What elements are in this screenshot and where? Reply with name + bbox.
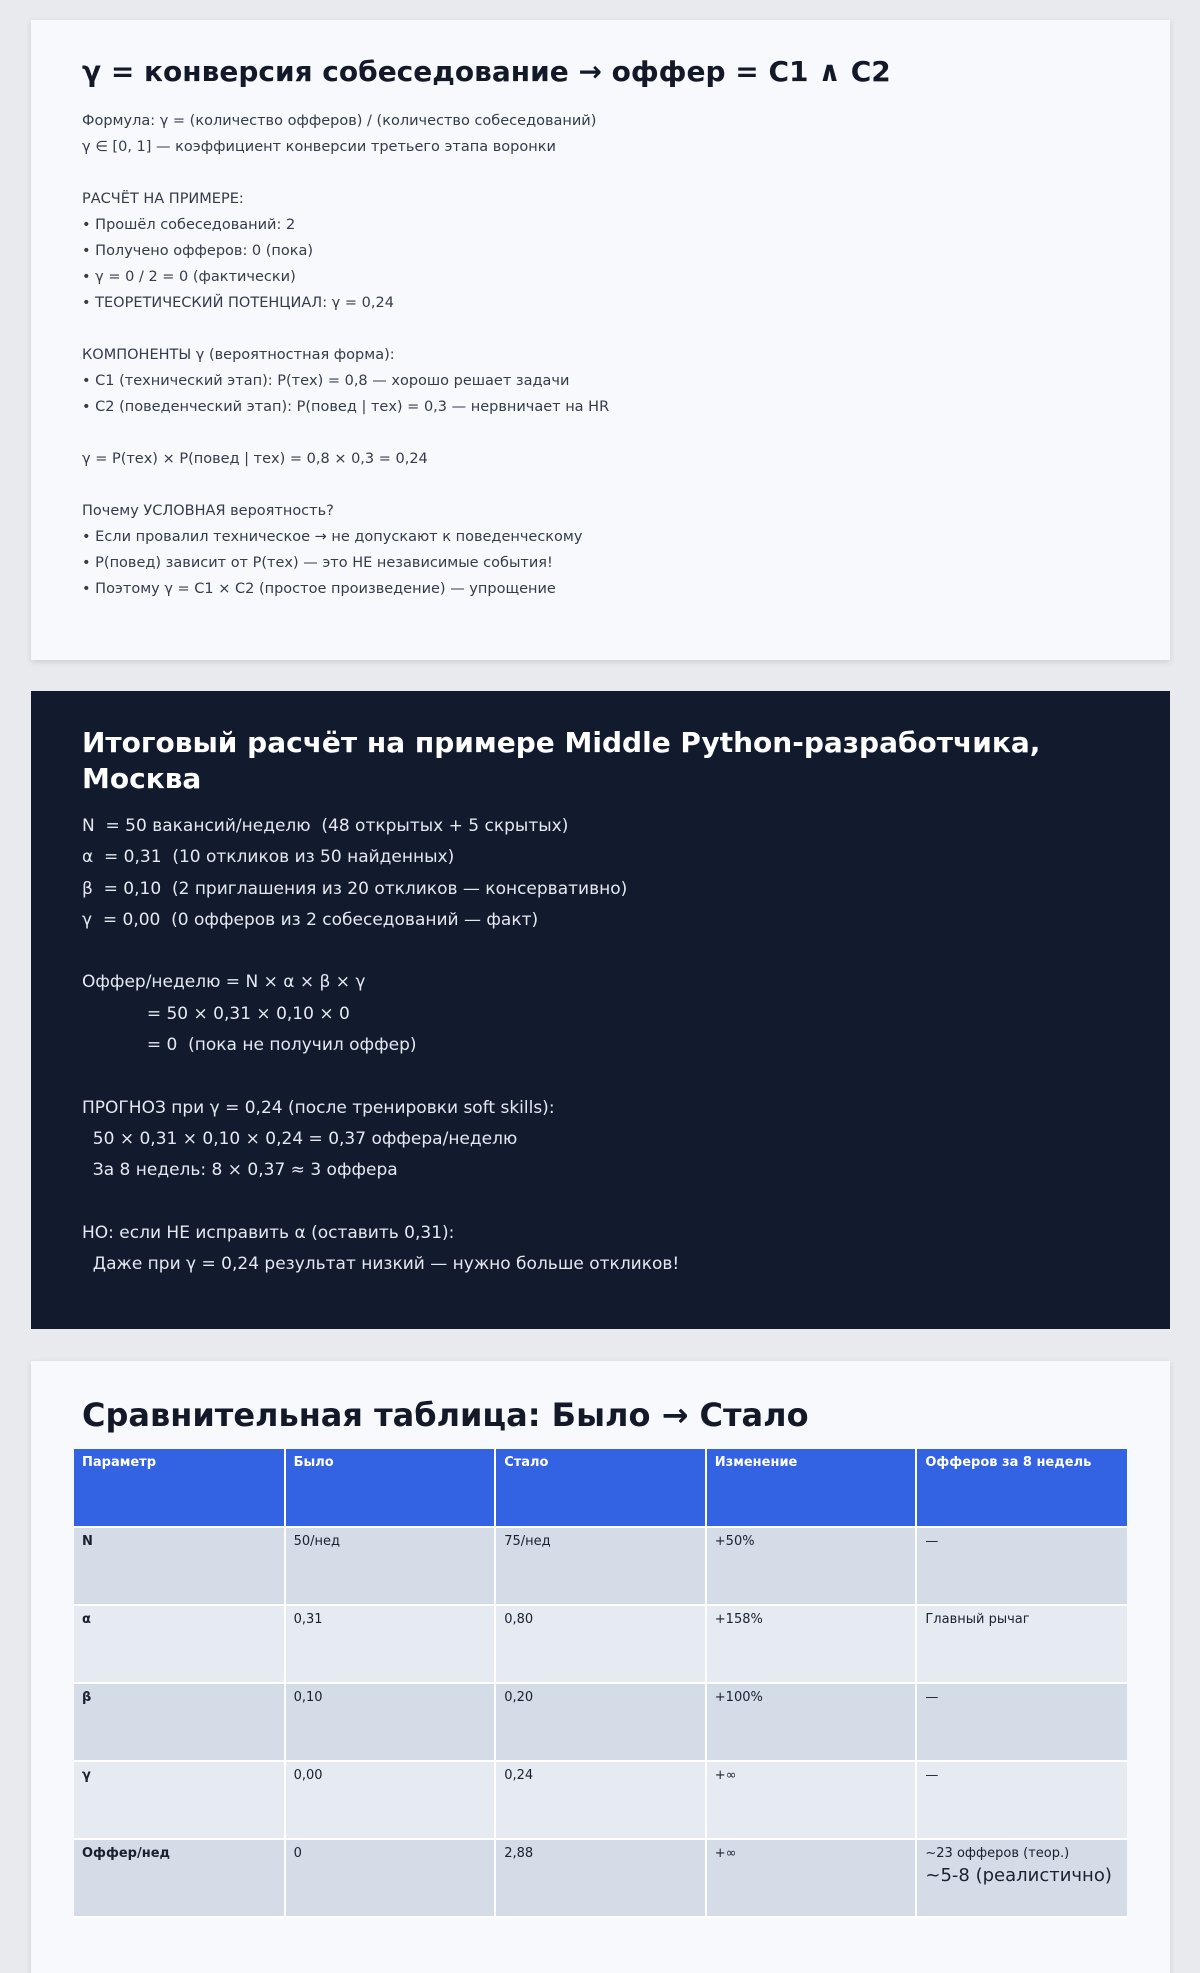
slide-body <box>82 108 1119 602</box>
blank-line <box>82 160 1119 186</box>
table-cell: — <box>916 1761 1127 1839</box>
text-line: • C1 (технический этап): P(тех) = 0,8 — хорошо решает задачи <box>82 373 570 389</box>
table-row <box>74 1527 1127 1605</box>
slide-title: Итоговый расчёт на примере Middle Python-разработчика, Москва <box>82 726 1041 795</box>
slide-gamma-conversion <box>31 20 1170 660</box>
text-line: Формула: γ = (количество офферов) / (количество собеседований) <box>82 113 597 129</box>
comparison-table <box>74 1449 1127 1918</box>
text-line: • P(повед) зависит от P(тех) — это НЕ независимые события! <box>82 555 553 571</box>
table-cell-param: α <box>74 1605 285 1683</box>
table-cell: 0,24 <box>495 1761 706 1839</box>
table-row <box>74 1605 1127 1683</box>
text-line: РАСЧЁТ НА ПРИМЕРЕ: <box>82 191 244 207</box>
slide-title: Сравнительная таблица: Было → Стало <box>82 1396 809 1434</box>
offers-theoretical: ~23 офферов (теор.) <box>925 1846 1070 1861</box>
text-line: = 50 × 0,31 × 0,10 × 0 <box>82 1003 350 1024</box>
blank-line <box>82 420 1119 446</box>
text-line: • Получено офферов: 0 (пока) <box>82 243 314 259</box>
text-line: γ = 0,00 (0 офферов из 2 собеседований — факт) <box>82 909 539 930</box>
table-header-row <box>74 1449 1127 1527</box>
table-cell: 75/нед <box>495 1527 706 1605</box>
text-line: НО: если НЕ исправить α (оставить 0,31): <box>82 1222 455 1243</box>
blank-line <box>82 1187 1119 1218</box>
table-cell: — <box>916 1527 1127 1605</box>
table-header-cell: Офферов за 8 недель <box>916 1449 1127 1527</box>
table-cell: 0,00 <box>285 1761 496 1839</box>
table-cell: +∞ <box>706 1761 917 1839</box>
offers-realistic: ~5-8 (реалистично) <box>925 1865 1112 1886</box>
text-line: Даже при γ = 0,24 результат низкий — нужно больше откликов! <box>82 1254 680 1275</box>
blank-line <box>82 936 1119 967</box>
table-header-cell: Стало <box>495 1449 706 1527</box>
table-cell-param: Оффер/нед <box>74 1839 285 1917</box>
table-header-cell: Было <box>285 1449 496 1527</box>
table-cell: +∞ <box>706 1839 917 1917</box>
slide-final-calculation <box>31 691 1170 1329</box>
table-header-cell: Параметр <box>74 1449 285 1527</box>
slide-comparison-table <box>31 1361 1170 1973</box>
text-line: • Если провалил техническое → не допускают к поведенческому <box>82 529 583 545</box>
text-line: • γ = 0 / 2 = 0 (фактически) <box>82 269 296 285</box>
table-row <box>74 1761 1127 1839</box>
text-line: Почему УСЛОВНАЯ вероятность? <box>82 503 334 519</box>
text-line: β = 0,10 (2 приглашения из 20 откликов — консервативно) <box>82 878 628 899</box>
text-line: • C2 (поведенческий этап): P(повед | тех) = 0,3 — нервничает на HR <box>82 399 610 415</box>
table-row <box>74 1683 1127 1761</box>
text-line: Оффер/неделю = N × α × β × γ <box>82 972 366 993</box>
table-cell: 0 <box>285 1839 496 1917</box>
table-cell-offers <box>916 1839 1127 1917</box>
table-cell: 0,31 <box>285 1605 496 1683</box>
blank-line <box>82 1061 1119 1092</box>
table-cell: — <box>916 1683 1127 1761</box>
table-cell: 2,88 <box>495 1839 706 1917</box>
table-header-cell: Изменение <box>706 1449 917 1527</box>
text-line: • Прошёл собеседований: 2 <box>82 217 296 233</box>
text-line: α = 0,31 (10 откликов из 50 найденных) <box>82 847 455 868</box>
table-cell-param: β <box>74 1683 285 1761</box>
table-cell: 0,80 <box>495 1605 706 1683</box>
slide-body <box>82 811 1119 1280</box>
table-row <box>74 1839 1127 1917</box>
table-cell-param: N <box>74 1527 285 1605</box>
slide-title: γ = конверсия собеседование → оффер = C1 ∧ C2 <box>82 55 891 88</box>
table-cell: +158% <box>706 1605 917 1683</box>
text-line: За 8 недель: 8 × 0,37 ≈ 3 оффера <box>82 1160 398 1181</box>
table-cell: +100% <box>706 1683 917 1761</box>
table-cell: 0,10 <box>285 1683 496 1761</box>
table-cell: 50/нед <box>285 1527 496 1605</box>
table-cell-param: γ <box>74 1761 285 1839</box>
text-line: = 0 (пока не получил оффер) <box>82 1035 417 1056</box>
text-line: • Поэтому γ = C1 × C2 (простое произведение) — упрощение <box>82 581 556 597</box>
blank-line <box>82 316 1119 342</box>
text-line: • ТЕОРЕТИЧЕСКИЙ ПОТЕНЦИАЛ: γ = 0,24 <box>82 295 394 311</box>
text-line: ПРОГНОЗ при γ = 0,24 (после тренировки soft skills): <box>82 1097 555 1118</box>
text-line: КОМПОНЕНТЫ γ (вероятностная форма): <box>82 347 395 363</box>
table-cell: Главный рычаг <box>916 1605 1127 1683</box>
text-line: γ ∈ [0, 1] — коэффициент конверсии третьего этапа воронки <box>82 139 556 155</box>
blank-line <box>82 472 1119 498</box>
text-line: 50 × 0,31 × 0,10 × 0,24 = 0,37 оффера/неделю <box>82 1128 518 1149</box>
text-line: γ = P(тех) × P(повед | тех) = 0,8 × 0,3 = 0,24 <box>82 451 428 467</box>
table-cell: +50% <box>706 1527 917 1605</box>
table-cell: 0,20 <box>495 1683 706 1761</box>
text-line: N = 50 вакансий/неделю (48 открытых + 5 скрытых) <box>82 816 569 836</box>
